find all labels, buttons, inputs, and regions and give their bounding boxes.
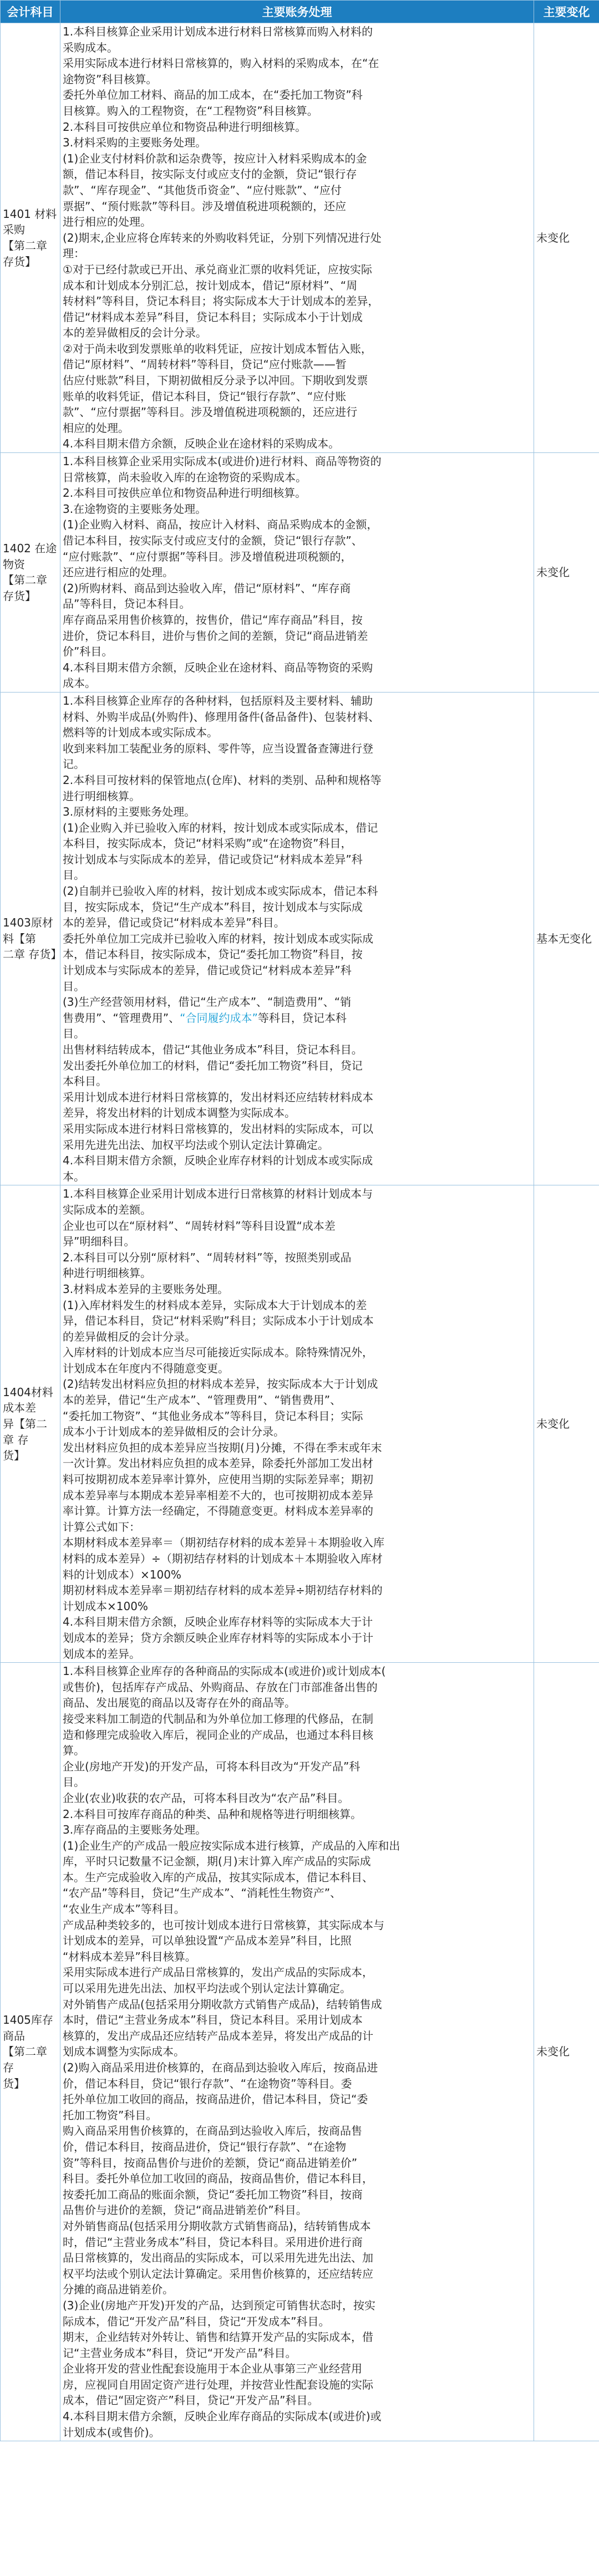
processing-line: 目核算。购入的工程物资，在“工程物资”科目核算。	[63, 104, 318, 118]
processing-line: 采用实际成本进行产成品日常核算的，发出产成品的实际成本，	[63, 1966, 373, 1979]
processing-line: 企业将开发的营业性配套设施用于本企业从事第三产业经营用	[63, 2362, 362, 2376]
account-cell	[1, 453, 60, 693]
account-cell	[1, 1185, 60, 1663]
processing-line: 料的计划成本）×100%	[63, 1567, 181, 1581]
processing-cell	[60, 692, 534, 1185]
processing-line: 房，应视同自用固定资产进行处理，并按营业性配套设施的实际	[63, 2378, 373, 2391]
processing-line: 本。	[63, 1169, 85, 1183]
processing-line: 2.本科目可按库存商品的种类、品种和规格等进行明细核算。	[63, 1807, 362, 1821]
processing-line: 记。	[63, 757, 85, 771]
processing-line: 期初材料成本差异率＝期初结存材料的成本差异÷期初结存材料的	[63, 1584, 383, 1597]
processing-line: 4.本科目期末借方余额，反映企业库存材料等的实际成本大于计	[63, 1615, 373, 1629]
account-cell	[1, 23, 60, 453]
processing-line: 2.本科目可以分别“原材料”、“周转材料”等，按照类别或品	[63, 1250, 352, 1264]
processing-line: (1)企业支付材料价款和运杂费等，按应计入材料采购成本的金	[63, 151, 367, 165]
account-name-line: 1405库存商品	[3, 2013, 53, 2043]
processing-line: 3.材料成本差异的主要账务处理。	[63, 1282, 229, 1296]
processing-line: 1.本科目核算企业库存的各种商品的实际成本(或进价)或计划成本(	[63, 1664, 386, 1678]
processing-line: 途物资”科目核算。	[63, 72, 158, 86]
change-cell: 基本无变化	[534, 692, 599, 1185]
processing-line: 时，借记“主营业务成本”科目，贷记本科目。采用进价进行商	[63, 2235, 363, 2249]
processing-line: 企业也可以在“原材料”、“周转材料”等科目设置“成本差	[63, 1219, 336, 1233]
processing-line: 出售材料结转成本，借记“其他业务成本”科目，贷记本科目。	[63, 1043, 363, 1056]
processing-line: 期末，企业结转对外转让、销售和结算开发产品的实际成本，借	[63, 2330, 373, 2344]
processing-cell	[60, 1185, 534, 1663]
account-name-line: 【第二章 存货】	[3, 573, 47, 603]
processing-line: (1)企业生产的产成品一般应按实际成本进行核算，产成品的入库和出	[63, 1839, 400, 1852]
processing-line: “材料成本差异”科目核算。	[63, 1949, 196, 1963]
processing-line: 核算的，发出产成品还应结转产品成本差异，将发出产成品的计	[63, 2029, 373, 2043]
processing-line: 本的差异，借记或贷记“材料成本差异”科目。	[63, 916, 285, 930]
processing-line: 目。	[63, 868, 85, 882]
processing-line: 划成本的差异；贷方余额反映企业库存材料等的实际成本小于计	[63, 1631, 373, 1645]
processing-line: 计划成本(或售价)。	[63, 2425, 160, 2439]
processing-line: 估应付账款”科目，下期初做相反分录予以冲回。下期收到发票	[63, 374, 368, 388]
processing-line: (2)结转发出材料应负担的材料成本差异，按实际成本大于计划成	[63, 1377, 378, 1391]
processing-line: 目，按实际成本，贷记“生产成本”科目，按计划成本与实际成	[63, 900, 363, 914]
processing-line: 2.本科目可按材料的保管地点(仓库)、材料的类别、品种和规格等	[63, 773, 382, 787]
processing-line: 日常核算，尚未验收入库的在途物资的采购成本。	[63, 470, 307, 484]
account-name-line: 异【第二章 存	[3, 1417, 47, 1447]
processing-line: 分摊的商品进销差价。	[63, 2283, 174, 2297]
account-name-line: 1404材料成本差	[3, 1385, 53, 1415]
processing-line: 材料、外购半成品(外购件)、修理用备件(备品备件)、包装材料、	[63, 710, 380, 724]
processing-line: 转材料”等科目，贷记本科目；将实际成本大于计划成本的差异，	[63, 294, 379, 308]
change-cell: 未变化	[534, 453, 599, 693]
processing-cell	[60, 453, 534, 693]
header-row	[1, 1, 599, 23]
processing-line	[63, 1010, 531, 1026]
processing-line: 企业(房地产开发)的开发产品，可将本科目改为“开发产品”科	[63, 1759, 361, 1773]
change-cell: 未变化	[534, 23, 599, 453]
processing-line: 借记“原材料”、“周转材料”等科目，贷记“应付账款——暂	[63, 358, 347, 371]
processing-line: (2)期末,企业应将仓库转来的外购收料凭证，分别下列情况进行处	[63, 231, 382, 245]
processing-line: 购入商品采用售价核算的，在商品到达验收入库后，按商品售	[63, 2124, 362, 2138]
processing-line: 际成本，借记“开发产品”科目，贷记“开发成本”科目。	[63, 2314, 330, 2328]
processing-line: (3)企业(房地产开发)开发的产品，达到预定可销售状态时，按实	[63, 2298, 375, 2312]
processing-line: 本时，借记“主营业务成本”科目，贷记本科目。采用计划成本	[63, 2013, 363, 2027]
processing-line: 采用先进先出法、加权平均法或个别认定法计算确定。	[63, 1138, 329, 1152]
processing-line: 采用实际成本进行材料日常核算的，发出材料的实际成本，可以	[63, 1122, 373, 1136]
processing-line: (2)所购材料、商品到达验收入库，借记“原材料”、“库存商	[63, 581, 351, 595]
account-name-line: 1402 在途物资	[3, 542, 57, 571]
processing-line: 成本小于计划成本的差异做相反的会计分录。	[63, 1425, 285, 1439]
processing-line: 计划成本的差异，可以单独设置“产品成本差异”科目，比照	[63, 1934, 352, 1948]
processing-line: 理：	[63, 247, 85, 261]
processing-line: “农产品”等科目，贷记“生产成本”、“消耗性生物资产”、	[63, 1886, 342, 1900]
header-change: 主要变化	[534, 1, 599, 23]
account-name-line: 货】	[3, 2076, 25, 2090]
processing-line: 4.本科目期末借方余额，反映企业在途材料的采购成本。	[63, 437, 340, 451]
processing-line: 本期材料成本差异率＝（期初结存材料的成本差异＋本期验收入库	[63, 1536, 384, 1550]
processing-line: 4.本科目期末借方余额，反映企业库存商品的实际成本(或进价)或	[63, 2410, 382, 2424]
processing-line: 2.本科目可按供应单位和物资品种进行明细核算。	[63, 120, 307, 134]
processing-line: 品日常核算的，发出商品的实际成本，可以采用先进先出法、加	[63, 2251, 373, 2265]
processing-line: 计划成本在年度内不得随意变更。	[63, 1361, 229, 1375]
processing-line: 4.本科目期末借方余额，反映企业在途材料、商品等物资的采购	[63, 660, 373, 674]
processing-line: 3.原材料的主要账务处理。	[63, 805, 196, 819]
processing-line: 计算公式如下：	[63, 1520, 140, 1534]
text-segment: 等科目，贷记本科	[257, 1011, 347, 1025]
processing-line: 目。	[63, 1775, 85, 1789]
processing-line: 发出委托外单位加工的材料，借记“委托加工物资”科目，贷记	[63, 1058, 363, 1072]
processing-line: 委托外单位加工材料、商品的加工成本，在“委托加工物资”科	[63, 88, 363, 102]
processing-line: ①对于已经付款或已开出、承兑商业汇票的收料凭证，应按实际	[63, 262, 372, 276]
processing-line: (3)生产经营领用材料，借记“生产成本”、“制造费用”、“销	[63, 995, 352, 1009]
processing-line: 划成本调整为实际成本。	[63, 2045, 185, 2059]
processing-line: 商品、发出展览的商品以及寄存在外的商品等。	[63, 1696, 296, 1710]
table-body	[1, 23, 599, 2441]
processing-line: 3.材料采购的主要账务处理。	[63, 136, 207, 150]
processing-line: 造和修理完成验收入库后，视同企业的产成品，也通过本科目核	[63, 1728, 373, 1742]
processing-line: 款”、“应付票据”等科目。涉及增值税进项税额的，还应进行	[63, 405, 358, 419]
account-cell	[1, 692, 60, 1185]
processing-line: 一次计算。发出材料应负担的成本差异，除委托外部加工发出材	[63, 1457, 373, 1470]
processing-line: 成本。	[63, 676, 96, 690]
processing-line: 品”等科目，贷记本科目。	[63, 597, 191, 611]
processing-line: 托外单位加工收回的商品，按商品进价，借记本科目，贷记“委	[63, 2093, 368, 2106]
processing-line: 记“主营业务成本”科目，贷记“开发产品”科目。	[63, 2346, 297, 2360]
processing-line: 票据”、“预付账款”等科目。涉及增值税进项税额的，还应	[63, 199, 347, 213]
processing-line: 2.本科目可按供应单位和物资品种进行明细核算。	[63, 486, 307, 500]
table-header	[1, 1, 599, 23]
processing-line: 库存商品采用售价核算的，按售价，借记“库存商品”科目，按	[63, 613, 363, 627]
processing-cell	[60, 23, 534, 453]
processing-line: 成本和计划成本分别汇总，按计划成本，借记“原材料”、“周	[63, 278, 358, 292]
processing-line: 进行相应的处理。	[63, 215, 151, 229]
processing-line: 品售价与进价的差额，贷记“商品进销差价”科目。	[63, 2203, 307, 2217]
processing-line: 燃料等的计划成本或实际成本。	[63, 726, 218, 740]
processing-line: 异，借记本科目，贷记“材料采购”科目；实际成本小于计划成本	[63, 1314, 374, 1328]
processing-line: 本，借记本科目，按实际成本，贷记“委托加工物资”科目，按	[63, 948, 363, 961]
processing-line: 企业(农业)收获的农产品，可将本科目改为“农产品”科目。	[63, 1791, 349, 1805]
processing-line: 实际成本的差额。	[63, 1203, 151, 1216]
processing-line: 发出材料应负担的成本差异应当按期(月)分摊，不得在季末或年末	[63, 1440, 382, 1454]
processing-line: 托加工物资”科目。	[63, 2108, 158, 2122]
processing-cell	[60, 1663, 534, 2441]
processing-line: 相应的处理。	[63, 421, 129, 435]
text-segment: 售费用”、“管理费用”、	[63, 1011, 180, 1025]
processing-line: 1.本科目核算企业采用计划成本进行日常核算的材料计划成本与	[63, 1187, 373, 1201]
table-row	[1, 23, 599, 453]
processing-line: 种进行明细核算。	[63, 1266, 151, 1280]
processing-line: 价”科目。	[63, 645, 113, 659]
processing-line: 可以采用先进先出法、加权平均法或个别认定法计算确定。	[63, 1982, 351, 1995]
processing-line: (1)企业购入材料、商品，按应计入材料、商品采购成本的金额，	[63, 518, 378, 532]
processing-line: 计划成本与实际成本的差异，借记或贷记“材料成本差异”科	[63, 964, 352, 978]
processing-line: 异”明细科目。	[63, 1235, 135, 1249]
processing-line: (1)入库材料发生的材料成本差异，实际成本大于计划成本的差	[63, 1298, 367, 1312]
processing-line: 对外销售产成品(包括采用分期收款方式销售产成品)，结转销售成	[63, 1997, 382, 2011]
table-row	[1, 1185, 599, 1663]
processing-line: 本。生产完成验收入库的产成品，按其实际成本，借记本科目、	[63, 1870, 373, 1884]
processing-line: 采购成本。	[63, 40, 118, 54]
account-name-line: 1401 材料采购	[3, 207, 57, 237]
processing-line: 3.库存商品的主要账务处理。	[63, 1823, 207, 1837]
processing-line: 划成本的差异。	[63, 1647, 140, 1661]
table-row	[1, 1663, 599, 2441]
processing-line: “农业生产成本”等科目。	[63, 1902, 185, 1916]
account-cell	[1, 1663, 60, 2441]
account-name-line: 货】	[3, 1449, 25, 1463]
account-name-line: 二章 存货】	[3, 948, 62, 961]
processing-line: 的差异做相反的会计分录。	[63, 1330, 196, 1343]
table-row	[1, 692, 599, 1185]
account-name-line: 【第二章 存货】	[3, 239, 47, 268]
change-cell: 未变化	[534, 1185, 599, 1663]
account-name-line: 1403原材料【第	[3, 916, 53, 945]
processing-line: 按计划成本与实际成本的差异，借记或贷记“材料成本差异”科	[63, 852, 363, 866]
processing-line: 收到来料加工装配业务的原料、零件等，应当设置备查簿进行登	[63, 741, 373, 755]
contract-cost-link[interactable]: “合同履约成本”	[180, 1011, 258, 1025]
account-name-line: 【第二章 存	[3, 2045, 47, 2074]
processing-line: 额，借记本科目，按实际支付或应支付的金额，贷记“银行存	[63, 167, 357, 181]
processing-line: 产成品种类较多的，也可按计划成本进行日常核算，其实际成本与	[63, 1918, 384, 1932]
processing-line: 资”等科目，按商品售价与进价的差额，贷记“商品进销差价”	[63, 2156, 358, 2170]
processing-line: 4.本科目期末借方余额，反映企业库存材料的计划成本或实际成	[63, 1154, 373, 1168]
table-row	[1, 453, 599, 693]
processing-line: 目。	[63, 979, 85, 993]
processing-line: 权平均法或个别认定法计算确定。采用售价核算的，还应结转应	[63, 2267, 373, 2280]
processing-line: 委托外单位加工完成并已验收入库的材料，按计划成本或实际成	[63, 931, 373, 945]
processing-line: 价，借记本科目，贷记“银行存款”、“在途物资”等科目。委	[63, 2076, 352, 2090]
processing-line: 1.本科目核算企业库存的各种材料，包括原料及主要材料、辅助	[63, 694, 373, 707]
processing-line: (1)企业购入并已验收入库的材料，按计划成本或实际成本，借记	[63, 821, 378, 834]
processing-line: 成本差异率与本期成本差异率相差不大的，也可按期初成本差异	[63, 1488, 373, 1502]
processing-line: 价，借记本科目，按商品进价，贷记“银行存款”、“在途物	[63, 2140, 347, 2154]
processing-line: 计划成本×100%	[63, 1599, 148, 1613]
processing-line: ②对于尚未收到发票账单的收料凭证，应按计划成本暂估入账，	[63, 342, 372, 355]
processing-line: 差异，将发出材料的计划成本调整为实际成本。	[63, 1106, 296, 1120]
processing-line: 材料的成本差异）÷（期初结存材料的计划成本＋本期验收入库材	[63, 1552, 383, 1565]
processing-line: 3.在途物资的主要账务处理。	[63, 502, 207, 516]
change-cell: 未变化	[534, 1663, 599, 2441]
processing-line: 进价，贷记本科目，进价与售价之间的差额，贷记“商品进销差	[63, 629, 368, 643]
processing-line: 还应进行相应的处理。	[63, 566, 174, 579]
processing-line: 或售价)，包括库存产成品、外购商品、存放在门市部准备出售的	[63, 1680, 378, 1694]
processing-line: 采用计划成本进行材料日常核算的，发出材料还应结转材料成本	[63, 1090, 373, 1104]
processing-line: 借记“材料成本差异”科目，贷记本科目；实际成本小于计划成	[63, 310, 363, 324]
processing-line: 科目。委托外单位加工收回的商品，按商品售价，借记本科目，	[63, 2172, 373, 2186]
processing-line: 库，平时只记数量不记金额，期(月)末计算入库产成品的实际成	[63, 1855, 371, 1869]
processing-line: 借记本科目，按实际支付或应支付的金额，贷记“银行存款”、	[63, 534, 363, 547]
processing-line: 成本，借记“固定资产”科目，贷记“开发产品”科目。	[63, 2394, 319, 2407]
processing-line: 1.本科目核算企业采用实际成本(或进价)进行材料、商品等物资的	[63, 455, 382, 469]
processing-line: 本科目，按实际成本，贷记“材料采购”或“在途物资”科目，	[63, 837, 352, 851]
processing-line: 按委托加工商品的账面余额，贷记“委托加工物资”科目，按商	[63, 2187, 363, 2201]
header-processing: 主要账务处理	[60, 1, 534, 23]
processing-line: 对外销售商品(包括采用分期收款方式销售商品)，结转销售成本	[63, 2219, 371, 2233]
processing-line: 接受来料加工制造的代制品和为外单位加工修理的代修品，在制	[63, 1712, 373, 1725]
processing-line: 料可按期初成本差异率计算外，应使用当期的实际差异率；期初	[63, 1473, 373, 1486]
processing-line: 采用实际成本进行材料日常核算的，购入材料的采购成本，在“在	[63, 57, 379, 70]
processing-line: (2)自制并已验收入库的材料，按计划成本或实际成本，借记本科	[63, 884, 378, 898]
processing-line: 1.本科目核算企业采用计划成本进行材料日常核算而购入材料的	[63, 25, 373, 38]
processing-line: 进行明细核算。	[63, 789, 140, 803]
header-account: 会计科目	[1, 1, 60, 23]
processing-line: “委托加工物资”、“其他业务成本”等科目，贷记本科目；实际	[63, 1409, 363, 1423]
processing-line: 本的差异做相反的会计分录。	[63, 326, 207, 340]
processing-line: 本科目。	[63, 1075, 107, 1088]
processing-line: 本的差异，借记“生产成本”、“管理费用”、“销售费用”、	[63, 1393, 342, 1407]
processing-line: “应付账款”、“应付票据”等科目。涉及增值税进项税额的，	[63, 549, 352, 563]
processing-line: (2)购入商品采用进价核算的，在商品到达验收入库后，按商品进	[63, 2061, 378, 2074]
processing-line: 目。	[63, 1027, 85, 1041]
processing-line: 算。	[63, 1744, 85, 1758]
processing-line: 款”、“库存现金”、“其他货币资金”、“应付账款”、“应付	[63, 183, 342, 197]
processing-line: 账单的收料凭证，借记本科目，贷记“银行存款”、“应付账	[63, 389, 347, 403]
processing-line: 率计算。计算方法一经确定，不得随意变更。材料成本差异率的	[63, 1504, 373, 1518]
processing-line: 入库材料的计划成本应当尽可能接近实际成本。除特殊情况外，	[63, 1346, 373, 1360]
